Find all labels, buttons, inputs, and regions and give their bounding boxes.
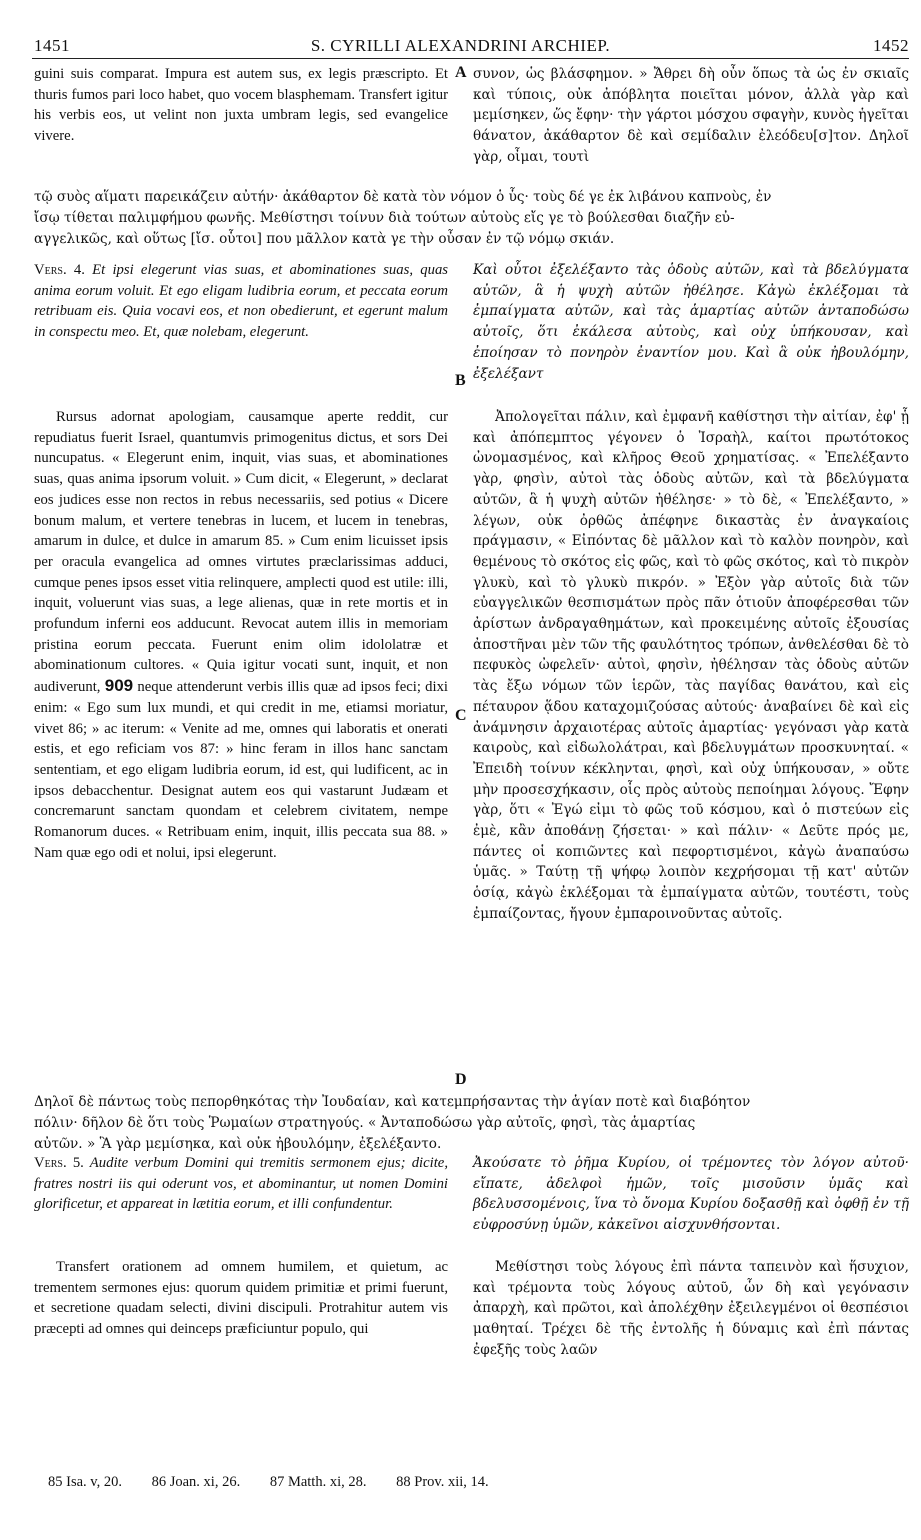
fullwidth-line: πόλιν· δῆλον δὲ ὅτι τοὺς Ῥωμαίων στρατηγούς. « Ἀνταποδώσω γὰρ αὐτοῖς, φησὶ, τὰς ἁμαρτίας	[34, 1115, 696, 1131]
header-rule	[32, 58, 909, 59]
verse-text: Audite verbum Domini qui tremitis sermonem ejus; dicite, fratres nostri iis qui oderunt vos, et abominantur, ut nomen Domini glorificetur, et appareat in lætitia eorum, et illi confundentur.	[34, 1155, 448, 1213]
latin-paragraph-2-part-b: neque attenderunt verbis illis quæ ad ipsos feci; dixi enim: « Ego sum lux mundi, et qui credit in me, etiamsi moriatur, vivet 86; » ac iterum: « Venite ad me, omnes qui laboratis et onerati estis, et ego reficiam vos 87: » hinc feram in illos hanc sanctam sententiam, et ego eligam ludibria eorum, id est, qui ludificent, ac in ipsos debacchentur. Designat autem eos qui vastarunt Judæam et concremarunt sanctam quondam et celebrem civitatem, nempe Romanorum duces. « Retribuam enim, inquit, illis peccata sua 88. » Nam quæ ego odi et nolui, ipsi elegerunt.	[34, 679, 449, 861]
greek-verse-4: Καὶ οὗτοι ἐξελέξαντο τὰς ὁδοὺς αὐτῶν, καὶ τὰ βδελύγματα αὐτῶν, ἃ ἡ ψυχὴ αὐτῶν ἠθέλησε. Κἀγὼ ἐκλέξομαι τὰ ἐμπαίγματα αὐτῶν, καὶ τὰς ἁμαρτίας αὐτῶν ἀνταποδώσω αὐτοῖς, ὅτι ἐκάλεσα αὐτοὺς, καὶ οὐχ ὑπήκουσαν, καὶ ἐποίησαν τὸ πονηρὸν ἐναντίον μου. Καὶ ἃ οὐκ ἠβουλόμην, ἐξελέξαντ	[473, 262, 909, 382]
latin-paragraph-2	[34, 407, 448, 863]
page-number-right: 1452	[873, 36, 909, 55]
column-number: 909	[104, 676, 134, 696]
latin-verse-5	[34, 1153, 448, 1215]
fullwidth-line: ἴσῳ τίθεται παλιμφήμου φωνῆς. Μεθίστησι τοίνυν διὰ τούτων αὐτοὺς εἴς γε τὸ βούλεσθαι διαζῆν εὐ-	[34, 210, 735, 226]
page-number-left: 1451	[34, 36, 70, 55]
greek-paragraph-3: Μεθίστησι τοὺς λόγους ἐπὶ πάντα ταπεινὸν καὶ ἥσυχιον, καὶ τρέμοντα τοὺς λόγους αὐτοῦ, ὧν δὴ καὶ γεγόνασιν ἀπαρχὴ, καὶ πρῶτοι, καὶ ἀπολέχθην ἐξειλεγμένοι οἱ θεσπέσιοι μαθηταί. Τρέχει δὲ τῆς ἐντολῆς ἡ δύναμις καὶ ἐπὶ πάντας ἐφεξῆς τοὺς λαῶν	[473, 1259, 909, 1358]
footnote: 88 Prov. xii, 14.	[396, 1474, 489, 1490]
margin-letter-b: B	[455, 372, 466, 389]
greek-paragraph-2: Ἀπολογεῖται πάλιν, καὶ ἐμφανῆ καθίστησι τὴν αἰτίαν, ἐφ' ᾗ καὶ ἀπόπεμπτος γέγονεν ὁ Ἰσραὴλ, καίτοι πρωτότοκος ὠνομασμένος, καὶ κλῆρος Θεοῦ χρηματίσας. « Ἐπελέξαντο γὰρ, φησὶν, αὐτοὶ τὰς ὁδοὺς αὐτῶν, καὶ τὰ βδελύγματα αὐτῶν, ἃ ἡ ψυχὴ αὐτῶν ἠθέλησε· » τὸ δὲ, « Ἐπελέξαντο, » λέγων, οὐκ ὀρθῶς ἀπέφηνε δικαστὰς ἐν ἀναγκαίοις πράγμασιν, « Εἰπόντας δὲ μᾶλλον καὶ τὸ καλὸν πονηρὸν, καὶ θεμένους τὸ σκότος εἰς φῶς, καὶ τὸ φῶς σκότος, καὶ τὸ πικρὸν γλυκὺ, καὶ τὸ γλυκὺ πικρόν. » Ἐξὸν γὰρ αὐτοῖς διὰ τῶν εὐαγγελικῶν θεσπισμάτων πρὸς πᾶν ὁτιοῦν ἀποφέρεσθαι τῶν ἀρίστων ἀνδραγαθημάτων, καὶ προκειμένης αὐτοῖς ἐξουσίας ἀποστῆναι μὲν τῶν τῆς φαυλότητος τρόπων, ἀνθελέσθαι δὲ τὸ πεφυκὸς ὠφελεῖν· αὐτοὶ, φησὶν, ἠθέλησαν τὰς ὁδοὺς αὐτῶν τὰς ἔξω νόμων τῶν ἱερῶν, τὰς παγίδας θανάτου, καὶ εἰς πέταυρον ᾅδου καταχομιζούσας αὐτούς· ἀναβαίνει δὲ καὶ εἰς ἀνάμνησιν ἀρχαιοτέρας αὐτοῖς ἁμαρτίας· γεγόνασι γὰρ κατὰ καιροὺς, καὶ εἰδωλολάτραι, καὶ βδελυγμάτων προσκυνηταί. « Ἐπειδὴ τοίνυν κέκληνται, φησὶ, καὶ οὐχ ὑπήκουσαν, » οὔτε μὴν προσεσχήκασιν, οἷς πρὸς αὐτοὺς πεποίημαι λόγους. Ἔφην γὰρ, ὅτι « Ἐγώ εἰμι τὸ φῶς τοῦ κόσμου, καὶ ὁ πιστεύων εἰς ἐμὲ, κἂν ἀποθάνῃ ζήσεται· » καὶ πάλιν· « Δεῦτε πρός με, πάντες οἱ κοπιῶντες καὶ πεφορτισμένοι, κἀγὼ ἀναπαύσω ὑμᾶς. » Ταύτῃ τῇ ψήφῳ λοιπὸν κεχρήσομαι τῇ κατ' αὐτῶν ὁσίᾳ, κἀγὼ ἐκλέξομαι τὰ ἐμπαίγματα αὐτῶν, τουτέστι, τοὺς ἐμπαίζοντας, ἤγουν ἐμπαροινοῦντας αὐτοῖς.	[473, 409, 909, 922]
verse-label: Vers. 5.	[34, 1155, 84, 1171]
running-title: S. CYRILLI ALEXANDRINI ARCHIEP.	[310, 36, 611, 55]
footnote: 87 Matth. xi, 28.	[269, 1474, 367, 1490]
verse-label: Vers. 4.	[34, 262, 85, 278]
margin-letter-d: D	[455, 1071, 467, 1088]
fullwidth-line: Δηλοῖ δὲ πάντως τοὺς πεπορθηκότας τὴν Ἰουδαίαν, καὶ κατεμπρήσαντας τὴν ἁγίαν ποτὲ καὶ διαβόητον	[34, 1094, 751, 1110]
fullwidth-line: αγγελικῶς, καὶ οὕτως [ἴσ. οὗτοι] που μᾶλλον κατὰ γε τὴν οὖσαν ἐν τῷ νόμῳ σκιάν.	[34, 231, 615, 247]
margin-letter-c: C	[455, 707, 467, 724]
fullwidth-line: αὐτῶν. » Ἃ γὰρ μεμίσηκα, καὶ οὐκ ἠβουλόμην, ἐξελέξαντο.	[34, 1136, 442, 1152]
margin-letter-a: A	[455, 64, 467, 81]
greek-verse-5: Ἀκούσατε τὸ ῥῆμα Κυρίου, οἱ τρέμοντες τὸν λόγον αὐτοῦ· εἴπατε, ἀδελφοὶ ἡμῶν, τοῖς μισοῦσιν ὑμᾶς καὶ βδελυσσομένοις, ἵνα τὸ ὄνομα Κυρίου δοξασθῇ καὶ ὀφθῇ ἐν τῇ εὐφροσύνῃ ὑμῶν, κἀκεῖνοι αἰσχυνθήσονται.	[473, 1155, 909, 1234]
fullwidth-line: τῷ συὸς αἵματι παρεικάζειν αὐτήν· ἀκάθαρτον δὲ κατὰ τὸν νόμον ὁ ὗς· τοὺς δέ γε ἐκ λιβάνου καπνοὺς, ἐν	[34, 189, 772, 205]
footnotes	[48, 1474, 848, 1491]
latin-paragraph-1: guini suis comparat. Impura est autem sus, ex legis præscripto. Et thuris fumos pari loco habet, quo vocem blasphemam. Transfert igitur his verbis eos, ut velint non juxta umbram legis, sed evangelice vivere.	[34, 66, 448, 145]
latin-verse-4	[34, 260, 448, 343]
latin-paragraph-2-part-a: Rursus adornat apologiam, causamque aperte reddit, cur repudiatus fuerit Israel, quantumvis primogenitus dictus, et sors Dei nuncupatus. « Elegerunt enim, inquit, vias suas, et abominationes suas, quas anima ipsorum voluit. » Cum dicit, « Elegerunt, » declarat eos judices esse non rectos in rebus necessariis, sed potius « Dicere bonum malum, et vertere tenebras in lucem, et lucem in tenebras, amarum in dulce, et dulce in amarum 85. » Cum enim licuisset ipsis per oracula evangelica ad omnes virtutes præclarissimas adduci, cumque penes ipsos esset vitia relinquere, amplecti quod est utile: illi, inquit, voluerunt vias suas, a lege alienas, quæ in rete mortis et in profundum inferni eos adducunt. Revocat autem illis in memoriam pristina eorum peccata. Fuerunt enim olim idololatræ et abominationum cultores. « Quia igitur vocati sunt, inquit, et non audiverunt,	[34, 409, 448, 696]
page-header	[0, 34, 921, 60]
footnote: 85 Isa. v, 20.	[48, 1474, 122, 1490]
verse-text: Et ipsi elegerunt vias suas, et abominationes suas, quas anima eorum voluit. Et ego eligam ludibria eorum, et peccata eorum retribuam eis. Quia vocavi eos, et non obedierunt, et egerunt malum in conspectu meo. Et, quæ nolebam, elegerunt.	[34, 262, 448, 341]
footnote: 86 Joan. xi, 26.	[151, 1474, 241, 1490]
greek-paragraph-1: συνον, ὡς βλάσφημον. » Ἄθρει δὴ οὖν ὅπως τὰ ὡς ἐν σκιαῖς καὶ τύποις, οὐκ ἀπόβλητα ποιεῖται μόνον, ἀλλὰ γὰρ καὶ μεμίσηκεν, ὥς ἔφην· τὴν γάρτοι μόσχου σφαγὴν, κυνὸς ἡγεῖται θάνατον, ἀκάθαρτον δὲ καὶ σεμίδαλιν ἐλεόδευ[σ]τον. Δηλοῖ γὰρ, οἶμαι, τουτὶ	[473, 66, 909, 165]
latin-paragraph-3: Transfert orationem ad omnem humilem, et quietum, ac trementem sermones ejus: quorum quidem primitiæ et primi fuerunt, et secretione quadam selecti, divini discipuli. Protrahitur autem vis præcepti ad omnes qui deinceps præficiuntur populo, qui	[34, 1259, 448, 1338]
